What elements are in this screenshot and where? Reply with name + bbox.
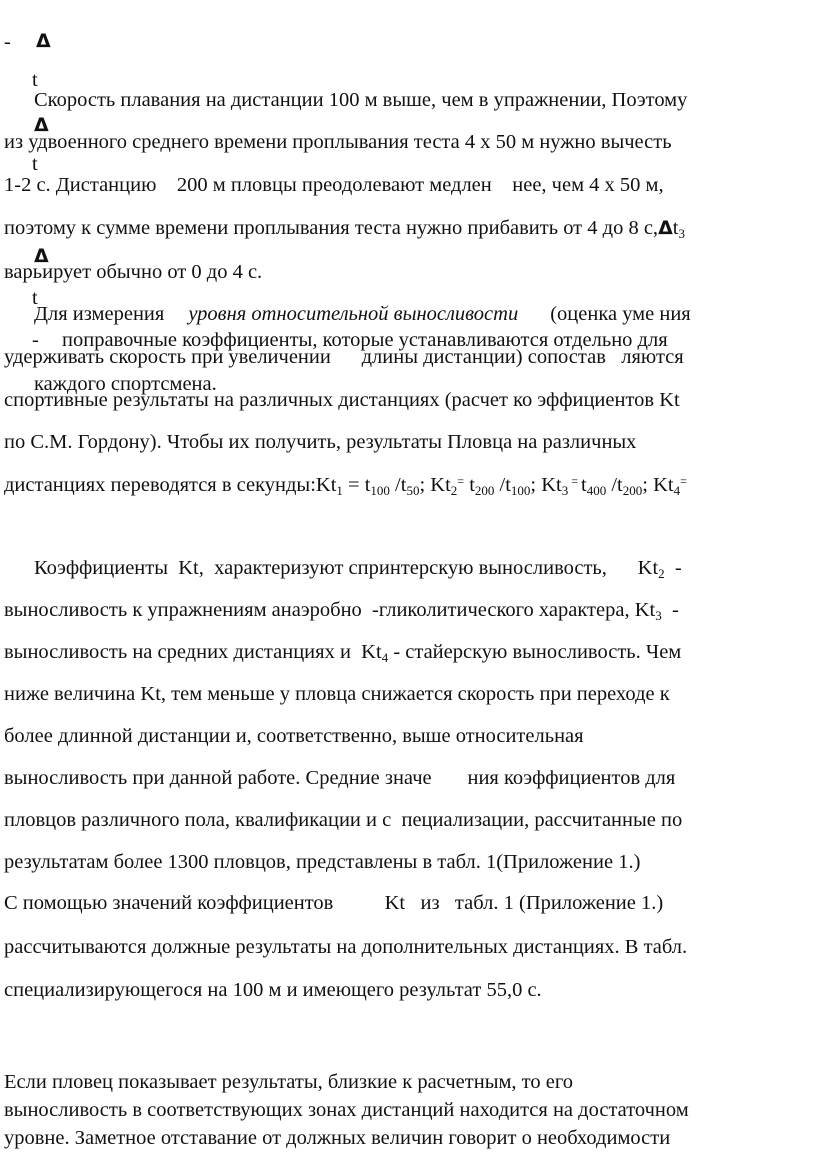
subscript: 4 <box>673 483 681 498</box>
text-line: уровне. Заметное отставание от должных величин говорит о необходимости <box>4 1127 671 1149</box>
subscript: 3 <box>655 608 662 623</box>
formula-term: t <box>581 474 587 496</box>
subscript: 1 <box>336 483 343 498</box>
text-line <box>34 556 682 580</box>
text-line: Скорость плавания на дистанции 100 м выше, чем в упражнении, Поэтому <box>34 89 688 111</box>
subscript: 200 <box>622 483 643 498</box>
coefficient-note-line: поправочные коэффициенты, которые устанавливаются отдельно для <box>62 329 668 351</box>
dash-mark: - <box>4 31 11 53</box>
subscript: 4 <box>381 650 389 665</box>
formula-term: /t <box>389 474 407 496</box>
text-line: специализирующегося на 100 м и имеющего результат 55,0 с. <box>4 979 542 1001</box>
text-run: выносливость к упражнениям анаэробно -гликолитического характера, Kt <box>4 599 656 621</box>
formula-term: t <box>464 474 475 496</box>
text-run: поэтому к сумме времени проплывания теста нужно прибавить от 4 до 8 с, <box>4 217 659 239</box>
text-line: результатам более 1300 пловцов, представлены в табл. 1(Приложение 1.) <box>4 851 641 873</box>
t-symbol: t <box>32 69 38 91</box>
formula-term: ; Kt <box>530 474 562 496</box>
formula-line <box>4 473 687 497</box>
delta-symbol: Δ <box>36 30 51 52</box>
subscript: 2 <box>450 483 458 498</box>
text-line: выносливость при данной работе. Средние значе ния коэффициентов для <box>4 767 676 789</box>
superscript: = <box>680 474 687 488</box>
text-run: выносливость на средних дистанциях и Kt <box>4 641 382 663</box>
text-run: дистанциях переводятся в секунды: <box>4 474 316 496</box>
subscript: 200 <box>474 483 495 498</box>
text-line: выносливость в соответствующих зонах дистанций находится на достаточном <box>4 1099 689 1121</box>
text-run: - <box>661 599 679 621</box>
text-line: более длинной дистанции и, соответственно, выше относительная <box>4 725 584 747</box>
subscript: 100 <box>370 483 390 498</box>
text-line <box>4 216 685 240</box>
formula-term: Kt <box>315 474 337 496</box>
coefficient-note-line: каждого спортсмена. <box>34 373 217 395</box>
subscript: 3 <box>561 483 569 498</box>
text-line: по С.М. Гордону). Чтобы их получить, результаты Пловца на различных <box>4 431 637 453</box>
delta-symbol: Δ <box>34 114 49 136</box>
subscript: 400 <box>586 483 607 498</box>
t-symbol: t <box>32 153 38 175</box>
text-line <box>34 302 691 326</box>
text-run: - стайерскую выносливость. Чем <box>388 641 682 663</box>
text-line: Если пловец показывает результаты, близкие к расчетным, то его <box>4 1071 573 1093</box>
t-symbol: t <box>32 287 38 309</box>
subscript: 100 <box>510 483 531 498</box>
text-line <box>4 598 679 622</box>
superscript: = <box>568 474 582 488</box>
formula-term: ; Kt <box>419 474 451 496</box>
text-line: спортивные результаты на различных дистанциях (расчет ко эффициентов Kt <box>4 389 680 411</box>
subscript: 50 <box>406 483 420 498</box>
text-run: (оценка уме ния <box>550 303 691 325</box>
text-line: из удвоенного среднего времени проплывания теста 4 х 50 м нужно вычесть <box>4 131 672 153</box>
formula-term: ; Kt <box>642 474 674 496</box>
subscript: 3 <box>678 226 685 241</box>
text-line: пловцов различного пола, квалификации и с пециализации, рассчитанные по <box>4 809 683 831</box>
subscript: 2 <box>658 566 665 581</box>
text-run: Для измерения <box>34 303 165 325</box>
text-line: варьирует обычно от 0 до 4 с. <box>4 261 263 283</box>
emphasis-text: уровня относительной выносливости <box>188 303 519 325</box>
superscript: = <box>457 474 465 488</box>
text-run: - <box>664 557 682 579</box>
text-line: удерживать скорость при увеличении длины дистанции) сопостав ляются <box>4 346 684 368</box>
delta-symbol: Δ <box>34 245 49 267</box>
t-symbol: t <box>672 217 679 239</box>
formula-term: = t <box>342 474 371 496</box>
text-line <box>4 640 681 664</box>
formula-term: /t <box>606 474 623 496</box>
dash-mark: - <box>32 329 39 351</box>
text-run: Коэффициенты Kt, характеризуют спринтерскую выносливость, Kt <box>34 557 659 579</box>
formula-term: /t <box>494 474 511 496</box>
delta-symbol: Δ <box>658 217 673 239</box>
text-line: рассчитываются должные результаты на дополнительных дистанциях. В табл. <box>4 936 688 958</box>
text-line: 1-2 с. Дистанцию 200 м пловцы преодолевают медлен нее, чем 4 х 50 м, <box>4 174 664 196</box>
text-line: ниже величина Kt, тем меньше у пловца снижается скорость при переходе к <box>4 683 670 705</box>
text-line: С помощью значений коэффициентов Kt из табл. 1 (Приложение 1.) <box>4 892 664 914</box>
